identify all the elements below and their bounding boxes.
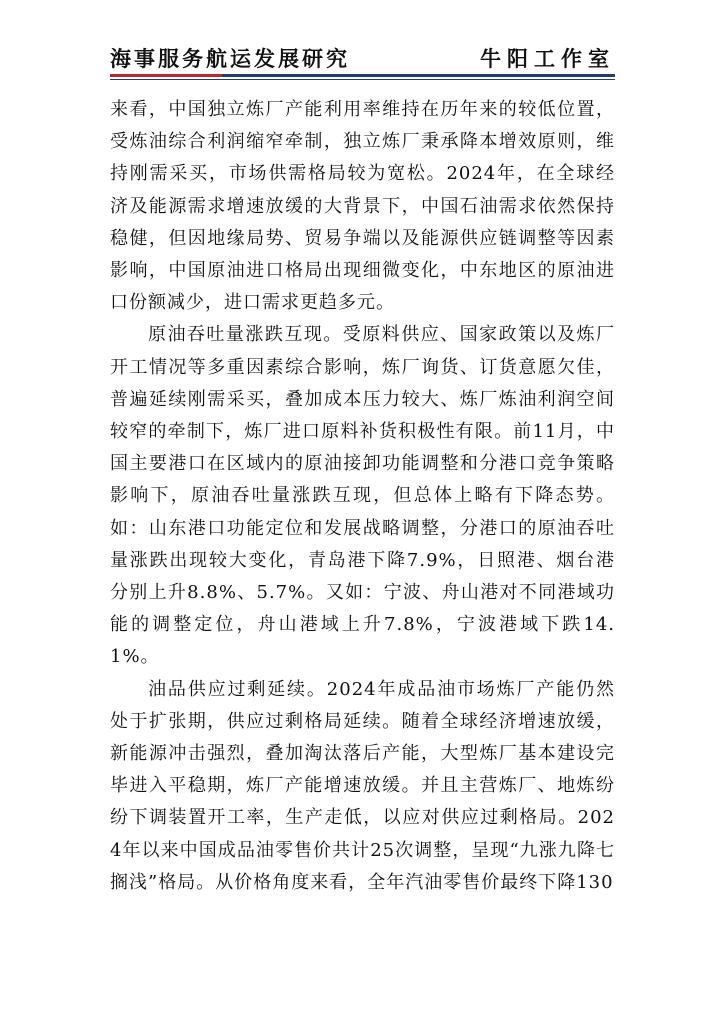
paragraph-oil-supply-surplus: 油品供应过剩延续。2024年成品油市场炼厂产能仍然处于扩张期，供应过剩格局延续。随着全球经济增速放缓，新能源冲击强烈，叠加淘汰落后产能，大型炼厂基本建设完毕进入平稳期，炼厂产能增速放缓。并且主营炼厂、地炼纷纷下调装置开工率，生产走低，以应对供应过剩格局。2024年以来中国成品油零售价共计25次调整，呈现“九涨九降七搁浅”格局。从价格角度来看，全年汽油零售价最终下降130	[110, 678, 615, 893]
paragraph-continuation: 来看，中国独立炼厂产能利用率维持在历年来的较低位置，受炼油综合利润缩窄牵制，独立炼厂秉承降本增效原则，维持刚需采买，市场供需格局较为宽松。2024年，在全球经济及能源需求增速放缓的大背景下，中国石油需求依然保持稳健，但因地缘局势、贸易争端以及能源供应链调整等因素影响，中国原油进口格局出现细微变化，中东地区的原油进口份额减少，进口需求更趋多元。	[110, 99, 615, 314]
document-body	[110, 94, 615, 899]
header-rule-thick	[110, 74, 615, 77]
header-rule-thin	[110, 79, 615, 80]
studio-name: 牛阳工作室	[480, 47, 615, 71]
publication-title: 海事服务航运发展研究	[110, 47, 350, 71]
header-rule-red-accent	[110, 74, 222, 77]
paragraph-crude-throughput: 原油吞吐量涨跌互现。受原料供应、国家政策以及炼厂开工情况等多重因素综合影响，炼厂询货、订货意愿欠佳，普遍延续刚需采买，叠加成本压力较大、炼厂炼油利润空间较窄的牵制下，炼厂进口原料补货积极性有限。前11月，中国主要港口在区域内的原油接卸功能调整和分港口竞争策略影响下，原油吞吐量涨跌互现，但总体上略有下降态势。如：山东港口功能定位和发展战略调整，分港口的原油吞吐量涨跌出现较大变化，青岛港下降7.9%，日照港、烟台港分别上升8.8%、5.7%。又如：宁波、舟山港对不同港域功能的调整定位，舟山港域上升7.8%，宁波港域下跌14.1%。	[110, 324, 615, 668]
page-header	[110, 44, 615, 72]
